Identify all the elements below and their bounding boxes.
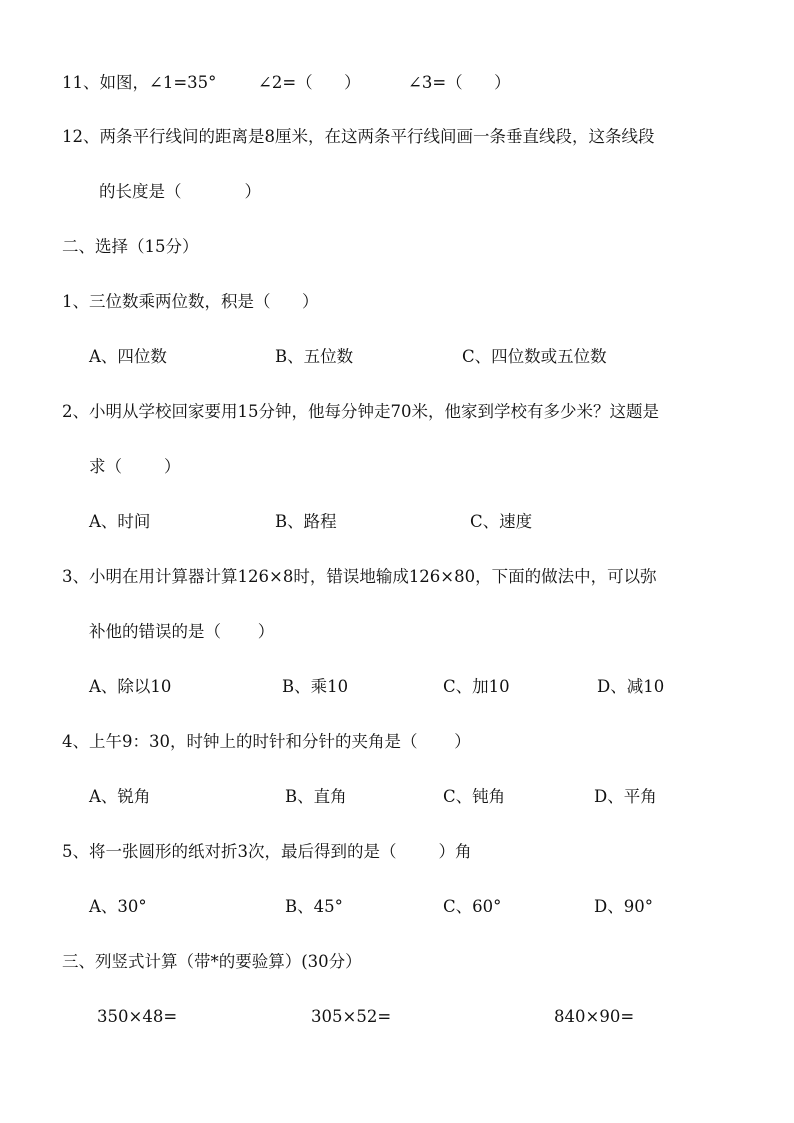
q3-option-a: A、除以10 bbox=[89, 677, 172, 696]
q4-stem: 4、上午9：30，时钟上的时针和分针的夹角是（ ） bbox=[62, 732, 471, 751]
q1-option-a: A、四位数 bbox=[89, 347, 167, 366]
calc-problem-2: 305×52= bbox=[311, 1007, 392, 1026]
q1-stem: 1、三位数乘两位数，积是（ ） bbox=[62, 292, 319, 311]
q5-option-c: C、60° bbox=[443, 897, 502, 916]
q2-option-a: A、时间 bbox=[89, 512, 151, 531]
calc-problem-3: 840×90= bbox=[554, 1007, 635, 1026]
calc-problem-1: 350×48= bbox=[97, 1007, 178, 1026]
q3-line2: 补他的错误的是（ ） bbox=[89, 622, 275, 641]
q4-option-c: C、钝角 bbox=[443, 787, 506, 806]
q5-option-d: D、90° bbox=[594, 897, 653, 916]
q2-option-b: B、路程 bbox=[275, 512, 337, 531]
section2-heading: 二、选择（15分） bbox=[62, 237, 199, 256]
q5-option-a: A、30° bbox=[89, 897, 147, 916]
q2-option-c: C、速度 bbox=[470, 512, 533, 531]
q12-line1: 12、两条平行线间的距离是8厘米，在这两条平行线间画一条垂直线段，这条线段 bbox=[62, 127, 655, 146]
q3-option-d: D、减10 bbox=[597, 677, 665, 696]
q4-option-d: D、平角 bbox=[594, 787, 657, 806]
q3-line1: 3、小明在用计算器计算126×8时，错误地输成126×80，下面的做法中，可以弥 bbox=[62, 567, 657, 586]
q4-option-a: A、锐角 bbox=[89, 787, 151, 806]
q12-line2: 的长度是（ ） bbox=[99, 182, 261, 201]
q1-option-b: B、五位数 bbox=[275, 347, 354, 366]
q2-line2: 求（ ） bbox=[89, 457, 181, 476]
q11-angle2: ∠2=（ ） bbox=[258, 73, 361, 92]
q2-line1: 2、小明从学校回家要用15分钟，他每分钟走70米，他家到学校有多少米？这题是 bbox=[62, 402, 659, 421]
q4-option-b: B、直角 bbox=[285, 787, 347, 806]
q3-option-c: C、加10 bbox=[443, 677, 510, 696]
q5-option-b: B、45° bbox=[285, 897, 343, 916]
section3-heading: 三、列竖式计算（带*的要验算）(30分） bbox=[62, 952, 362, 971]
q3-option-b: B、乘10 bbox=[282, 677, 349, 696]
q11-angle3: ∠3=（ ） bbox=[408, 73, 511, 92]
q1-option-c: C、四位数或五位数 bbox=[462, 347, 607, 366]
q11-lead: 11、如图，∠1=35° bbox=[62, 73, 217, 92]
q5-stem: 5、将一张圆形的纸对折3次，最后得到的是（ ）角 bbox=[62, 842, 472, 861]
